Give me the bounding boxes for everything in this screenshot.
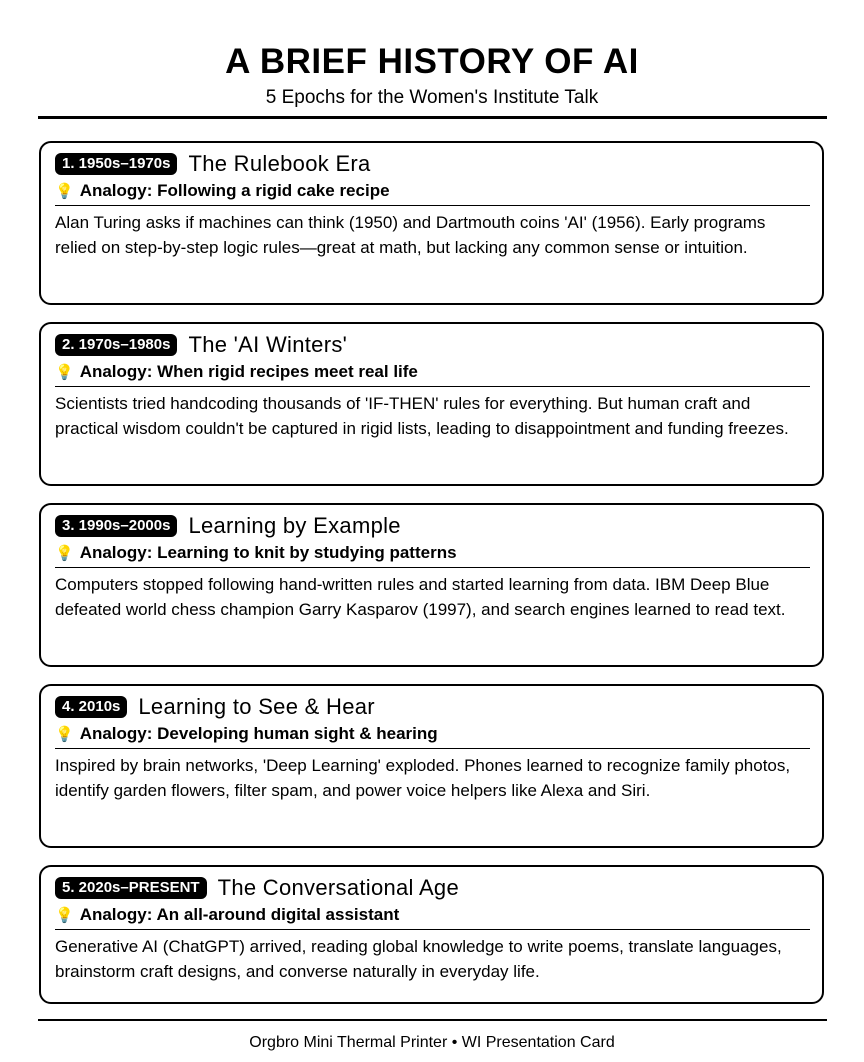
epoch-description: Alan Turing asks if machines can think (1950) and Dartmouth coins 'AI' (1956). Early programs relied on step-by-step logic rules—great at math, but lacking any common sense or intuition. (55, 213, 766, 257)
epoch-analogy-text: Analogy: Following a rigid cake recipe (79, 181, 390, 200)
epoch-analogy (55, 542, 810, 568)
epoch-card-header (55, 332, 810, 358)
epoch-card-header (55, 513, 810, 539)
epoch-description: Scientists tried handcoding thousands of 'IF-THEN' rules for everything. But human craft and practical wisdom couldn't be captured in rigid lists, leading to disappointment and funding freezes. (55, 394, 789, 438)
epoch-card-5 (39, 865, 824, 1004)
epoch-analogy (55, 180, 810, 206)
page-subtitle: 5 Epochs for the Women's Institute Talk (265, 87, 599, 108)
epoch-analogy-text: Analogy: Learning to knit by studying patterns (79, 543, 457, 562)
epoch-badge: 1. 1950s–1970s (55, 153, 177, 175)
epoch-title: Learning by Example (188, 513, 401, 538)
epoch-card-header (55, 694, 810, 720)
page-title: A BRIEF HISTORY OF AI (225, 42, 639, 81)
footer-text: Orgbro Mini Thermal Printer • WI Presentation Card (249, 1034, 615, 1051)
epoch-description: Inspired by brain networks, 'Deep Learning' exploded. Phones learned to recognize family photos, identify garden flowers, filter spam, and power voice helpers like Alexa and Siri. (55, 756, 791, 800)
epoch-card-header (55, 151, 810, 177)
epoch-badge: 5. 2020s–PRESENT (55, 877, 207, 899)
epoch-card-1 (39, 141, 824, 305)
epoch-badge: 2. 1970s–1980s (55, 334, 177, 356)
epoch-badge: 4. 2010s (55, 696, 127, 718)
header (0, 40, 864, 110)
lightbulb-icon: 💡 (55, 906, 74, 924)
epoch-analogy (55, 723, 810, 749)
epoch-analogy (55, 361, 810, 387)
epoch-title: Learning to See & Hear (138, 694, 375, 719)
epoch-description: Computers stopped following hand-written rules and started learning from data. IBM Deep Blue defeated world chess champion Garry Kasparov (1997), and search engines learned to read text. (55, 575, 786, 619)
epoch-description: Generative AI (ChatGPT) arrived, reading global knowledge to write poems, translate languages, brainstorm craft designs, and converse naturally in everyday life. (55, 937, 782, 981)
epoch-card-4 (39, 684, 824, 848)
epoch-title: The 'AI Winters' (188, 332, 348, 357)
epoch-card-header (55, 875, 810, 901)
epoch-analogy-text: Analogy: Developing human sight & hearing (79, 724, 438, 743)
bottom-divider (38, 1019, 827, 1021)
epoch-title: The Conversational Age (217, 875, 459, 900)
epoch-badge: 3. 1990s–2000s (55, 515, 177, 537)
epoch-card-2 (39, 322, 824, 486)
epoch-analogy-text: Analogy: When rigid recipes meet real life (79, 362, 418, 381)
epoch-title: The Rulebook Era (188, 151, 371, 176)
lightbulb-icon: 💡 (55, 182, 74, 200)
top-divider (38, 116, 827, 119)
lightbulb-icon: 💡 (55, 363, 74, 381)
epoch-analogy (55, 904, 810, 930)
lightbulb-icon: 💡 (55, 725, 74, 743)
epoch-analogy-text: Analogy: An all-around digital assistant (79, 905, 400, 924)
epoch-card-3 (39, 503, 824, 667)
lightbulb-icon: 💡 (55, 544, 74, 562)
